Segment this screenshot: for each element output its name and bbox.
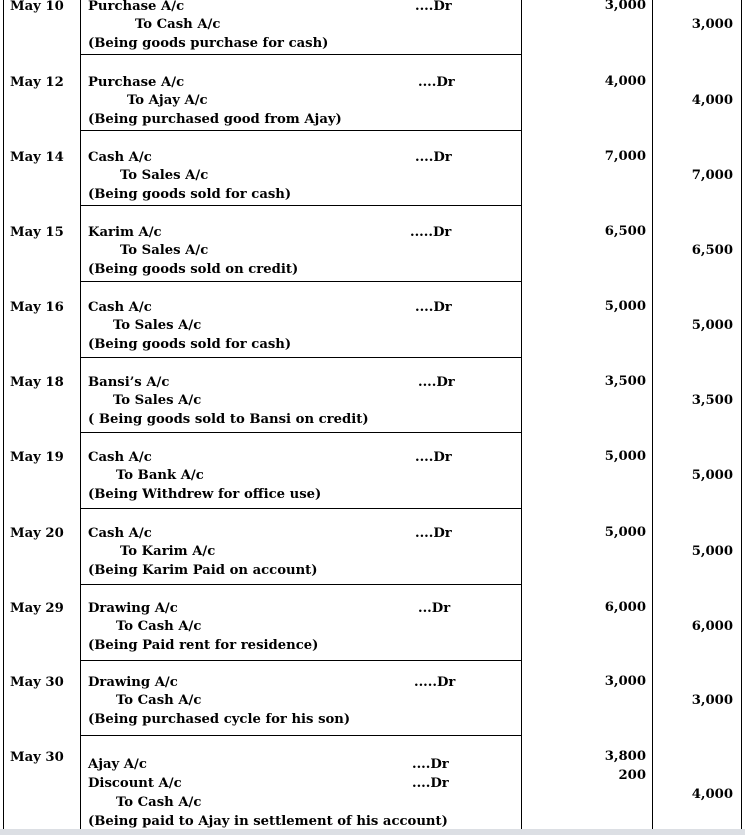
credit-account: To Cash A/c — [135, 17, 221, 32]
row-separator — [80, 660, 521, 661]
dr-marker: ....Dr — [415, 450, 452, 465]
credit-account: To Sales A/c — [120, 243, 209, 258]
narration: (Being Karim Paid on account) — [88, 563, 318, 578]
credit-account: To Cash A/c — [116, 693, 202, 708]
dr-marker: ....Dr — [415, 0, 452, 14]
dr-marker: ....Dr — [418, 75, 455, 90]
debit-account: Bansi’s A/c — [88, 375, 170, 390]
entry-date: May 18 — [10, 375, 64, 390]
row-separator — [80, 584, 521, 585]
debit-account: Discount A/c — [88, 776, 182, 791]
entry-date: May 30 — [10, 750, 64, 765]
narration: (Being goods sold for cash) — [88, 337, 292, 352]
dr-marker: ....Dr — [415, 526, 452, 541]
entry-date: May 12 — [10, 75, 64, 90]
debit-account: Karim A/c — [88, 225, 162, 240]
debit-amount: 3,000 — [604, 0, 646, 13]
credit-account: To Karim A/c — [120, 544, 216, 559]
debit-amount: 5,000 — [604, 525, 646, 540]
debit-amount: 3,800 — [604, 749, 646, 764]
narration: (Being Paid rent for residence) — [88, 638, 319, 653]
debit-amount: 5,000 — [604, 299, 646, 314]
debit-amount: 3,000 — [604, 674, 646, 689]
credit-amount: 4,000 — [691, 93, 733, 108]
debit-amount: 7,000 — [604, 149, 646, 164]
debit-amount: 6,000 — [604, 600, 646, 615]
credit-amount: 7,000 — [691, 168, 733, 183]
dr-marker: ...Dr — [418, 601, 451, 616]
credit-amount: 6,000 — [691, 619, 733, 634]
narration: (Being goods sold for cash) — [88, 187, 292, 202]
row-separator — [80, 130, 521, 131]
credit-amount: 4,000 — [691, 787, 733, 802]
page-footer-strip — [0, 829, 745, 835]
credit-account: To Cash A/c — [116, 619, 202, 634]
credit-amount: 5,000 — [691, 544, 733, 559]
table-left-border — [3, 0, 4, 829]
credit-amount: 6,500 — [691, 243, 733, 258]
debit-account: Cash A/c — [88, 300, 152, 315]
debit-amount: 6,500 — [604, 224, 646, 239]
debit-account: Ajay A/c — [88, 757, 147, 772]
dr-marker: ....Dr — [412, 776, 449, 791]
debit-account: Drawing A/c — [88, 675, 178, 690]
row-separator — [80, 735, 521, 736]
row-separator — [80, 54, 521, 55]
narration: (Being goods purchase for cash) — [88, 36, 329, 51]
debit-column-divider — [652, 0, 653, 829]
credit-amount: 5,000 — [691, 318, 733, 333]
debit-amount: 4,000 — [604, 74, 646, 89]
credit-account: To Bank A/c — [116, 468, 204, 483]
credit-amount: 3,000 — [691, 17, 733, 32]
entry-date: May 15 — [10, 225, 64, 240]
credit-account: To Sales A/c — [113, 318, 202, 333]
narration: (Being Withdrew for office use) — [88, 487, 322, 502]
debit-account: Cash A/c — [88, 150, 152, 165]
credit-account: To Sales A/c — [120, 168, 209, 183]
credit-amount: 5,000 — [691, 468, 733, 483]
row-separator — [80, 357, 521, 358]
credit-amount: 3,000 — [691, 693, 733, 708]
credit-account: To Cash A/c — [116, 795, 202, 810]
debit-account: Cash A/c — [88, 450, 152, 465]
particulars-column-divider — [80, 0, 81, 829]
debit-amount: 3,500 — [604, 374, 646, 389]
entry-date: May 29 — [10, 601, 64, 616]
lf-column-divider — [521, 0, 522, 829]
dr-marker: ....Dr — [415, 300, 452, 315]
debit-account: Drawing A/c — [88, 601, 178, 616]
debit-account: Purchase A/c — [88, 0, 185, 14]
row-separator — [80, 508, 521, 509]
debit-amount: 5,000 — [604, 449, 646, 464]
narration: (Being paid to Ajay in settlement of his account) — [88, 814, 448, 829]
dr-marker: ....Dr — [418, 375, 455, 390]
table-right-border — [741, 0, 742, 829]
narration: (Being purchased good from Ajay) — [88, 112, 342, 127]
credit-amount: 3,500 — [691, 393, 733, 408]
row-separator — [80, 281, 521, 282]
entry-date: May 19 — [10, 450, 64, 465]
entry-date: May 10 — [10, 0, 64, 14]
entry-date: May 14 — [10, 150, 64, 165]
debit-account: Purchase A/c — [88, 75, 185, 90]
dr-marker: .....Dr — [410, 225, 452, 240]
entry-date: May 20 — [10, 526, 64, 541]
narration: (Being purchased cycle for his son) — [88, 712, 351, 727]
dr-marker: ....Dr — [412, 757, 449, 772]
debit-account: Cash A/c — [88, 526, 152, 541]
narration: ( Being goods sold to Bansi on credit) — [88, 412, 369, 427]
narration: (Being goods sold on credit) — [88, 262, 299, 277]
dr-marker: ....Dr — [415, 150, 452, 165]
entry-date: May 30 — [10, 675, 64, 690]
row-separator — [80, 432, 521, 433]
dr-marker: .....Dr — [414, 675, 456, 690]
credit-account: To Ajay A/c — [127, 93, 208, 108]
row-separator — [80, 205, 521, 206]
credit-account: To Sales A/c — [113, 393, 202, 408]
entry-date: May 16 — [10, 300, 64, 315]
debit-amount: 200 — [618, 768, 646, 783]
